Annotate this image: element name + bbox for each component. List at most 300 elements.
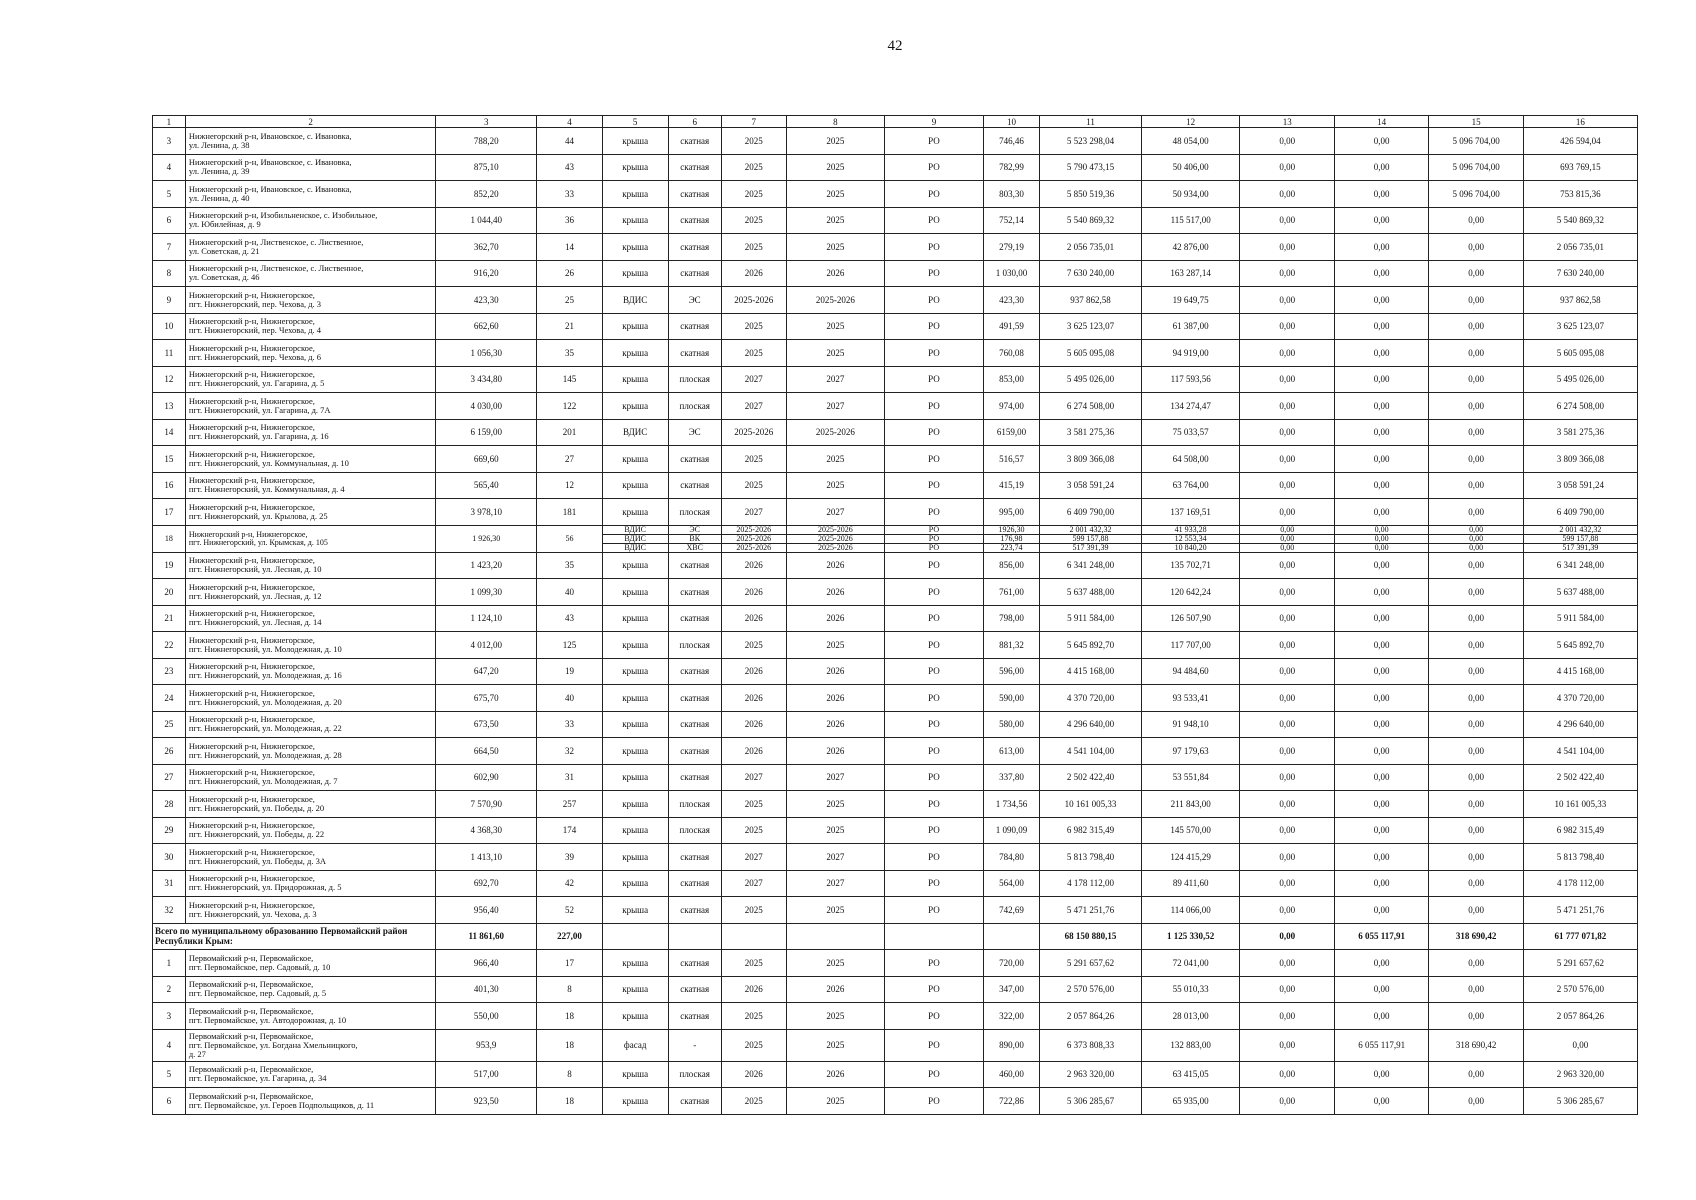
- cell: 6 274 508,00: [1040, 393, 1142, 420]
- cell: 6 409 790,00: [1523, 499, 1637, 526]
- cell: 4 178 112,00: [1040, 870, 1142, 897]
- cell: 2025: [721, 791, 786, 818]
- cell: 784,80: [983, 844, 1039, 871]
- cell: 0,00: [1240, 870, 1334, 897]
- cell: 40: [537, 579, 603, 606]
- cell: 0,00: [1240, 499, 1334, 526]
- column-header: 3: [436, 116, 537, 128]
- cell: скатная: [668, 234, 721, 261]
- cell: 163 287,14: [1141, 260, 1240, 287]
- cell: 2025-2026: [786, 543, 885, 552]
- cell: 2027: [721, 366, 786, 393]
- cell: 2026: [786, 260, 885, 287]
- cell: 2026: [786, 1061, 885, 1088]
- cell: 5 645 892,70: [1523, 632, 1637, 659]
- cell: 0,00: [1334, 446, 1428, 473]
- address-line: Нижнегорский р-н, Лиственское, с. Лиственное,: [188, 263, 364, 274]
- cell: 4 030,00: [436, 393, 537, 420]
- cell: 36: [537, 207, 603, 234]
- cell: РО: [885, 764, 984, 791]
- address-cell: [185, 313, 436, 340]
- column-header: 5: [602, 116, 668, 128]
- cell: 881,32: [983, 632, 1039, 659]
- table-row: [153, 552, 1638, 579]
- cell: скатная: [668, 579, 721, 606]
- cell: скатная: [668, 552, 721, 579]
- cell: РО: [885, 685, 984, 712]
- cell: РО: [885, 658, 984, 685]
- cell: 517,00: [436, 1061, 537, 1088]
- cell: 966,40: [436, 950, 537, 977]
- row-number: 30: [153, 844, 186, 871]
- cell: 4 012,00: [436, 632, 537, 659]
- cell: 3 058 591,24: [1523, 472, 1637, 499]
- cell: 2025: [721, 313, 786, 340]
- cell: 6 409 790,00: [1040, 499, 1142, 526]
- cell: 21: [537, 313, 603, 340]
- cell: 516,57: [983, 446, 1039, 473]
- address-line: Нижнегорский р-н, Нижнегорское,: [188, 395, 315, 406]
- cell: 0,00: [1334, 976, 1428, 1003]
- cell: 0,00: [1240, 897, 1334, 924]
- cell: 853,00: [983, 366, 1039, 393]
- cell: 10 840,20: [1141, 543, 1240, 552]
- cell: крыша: [602, 446, 668, 473]
- cell: 788,20: [436, 128, 537, 155]
- cell: 2025: [721, 632, 786, 659]
- cell: 0,00: [1429, 791, 1523, 818]
- cell: 0,00: [1240, 791, 1334, 818]
- table-row: [153, 499, 1638, 526]
- cell: 0,00: [1240, 472, 1334, 499]
- cell: 0,00: [1334, 534, 1428, 543]
- row-number: 8: [153, 260, 186, 287]
- address-cell: [185, 472, 436, 499]
- cell: 2026: [721, 738, 786, 765]
- row-number: 1: [153, 950, 186, 977]
- cell: 64 508,00: [1141, 446, 1240, 473]
- cell: 2025-2026: [786, 525, 885, 534]
- address-cell: [185, 632, 436, 659]
- cell: 2025: [721, 128, 786, 155]
- cell: 517 391,39: [1040, 543, 1142, 552]
- cell: 122: [537, 393, 603, 420]
- cell: 0,00: [1240, 128, 1334, 155]
- address-cell: [185, 234, 436, 261]
- cell: 125: [537, 632, 603, 659]
- cell: 5 605 095,08: [1040, 340, 1142, 367]
- cell: скатная: [668, 870, 721, 897]
- cell: РО: [885, 605, 984, 632]
- cell: плоская: [668, 499, 721, 526]
- cell: 5 306 285,67: [1523, 1088, 1637, 1115]
- cell: РО: [885, 393, 984, 420]
- address-cell: [185, 181, 436, 208]
- address-line: Нижнегорский р-н, Нижнегорское,: [188, 581, 315, 592]
- cell: скатная: [668, 738, 721, 765]
- cell: 0,00: [1240, 1061, 1334, 1088]
- cell: РО: [885, 976, 984, 1003]
- cell: 0,00: [1334, 950, 1428, 977]
- cell: 2025-2026: [786, 534, 885, 543]
- cell: 2026: [721, 1061, 786, 1088]
- address-line: Нижнегорский р-н, Ивановское, с. Ивановка,: [188, 130, 352, 141]
- cell: крыша: [602, 552, 668, 579]
- address-line: Нижнегорский р-н, Ивановское, с. Ивановка,: [188, 183, 352, 194]
- row-number: 5: [153, 181, 186, 208]
- address-cell: [185, 552, 436, 579]
- cell: РО: [885, 446, 984, 473]
- cell: 0,00: [1429, 543, 1523, 552]
- table-row: [153, 976, 1638, 1003]
- cell: 5 471 251,76: [1040, 897, 1142, 924]
- cell: 2025: [721, 340, 786, 367]
- cell: фасад: [602, 1029, 668, 1061]
- address-line: Нижнегорский р-н, Нижнегорское,: [188, 369, 315, 380]
- table-row: [153, 207, 1638, 234]
- total-label: Всего по муниципальному образованию Первомайский район Республики Крым:: [153, 923, 436, 950]
- cell: 0,00: [1334, 313, 1428, 340]
- table-row: [153, 579, 1638, 606]
- cell: 2026: [786, 711, 885, 738]
- cell: 0,00: [1334, 685, 1428, 712]
- cell: 0,00: [1240, 287, 1334, 314]
- cell: 974,00: [983, 393, 1039, 420]
- row-number: 14: [153, 419, 186, 446]
- cell: 761,00: [983, 579, 1039, 606]
- cell: 41 933,28: [1141, 525, 1240, 534]
- cell: крыша: [602, 764, 668, 791]
- cell: 25: [537, 287, 603, 314]
- row-number: 7: [153, 234, 186, 261]
- cell: 0,00: [1240, 844, 1334, 871]
- cell: 4 541 104,00: [1523, 738, 1637, 765]
- cell: 0,00: [1429, 419, 1523, 446]
- cell: 132 883,00: [1141, 1029, 1240, 1061]
- cell: 50 934,00: [1141, 181, 1240, 208]
- cell: 0,00: [1429, 525, 1523, 534]
- cell: [668, 923, 721, 950]
- cell: 923,50: [436, 1088, 537, 1115]
- cell: 6 373 808,33: [1040, 1029, 1142, 1061]
- cell: 5 911 584,00: [1523, 605, 1637, 632]
- cell: 4 296 640,00: [1523, 711, 1637, 738]
- address-cell: [185, 658, 436, 685]
- row-number: 18: [153, 525, 186, 552]
- cell: 174: [537, 817, 603, 844]
- address-line: Первомайский р-н, Первомайское,: [188, 1064, 314, 1075]
- cell: 2027: [786, 870, 885, 897]
- cell: 4 178 112,00: [1523, 870, 1637, 897]
- address-line: пгт. Нижнегорский, ул. Лесная, д. 12: [188, 590, 322, 601]
- table-row: [153, 738, 1638, 765]
- cell: 1926,30: [983, 525, 1039, 534]
- cell: [721, 923, 786, 950]
- cell: 5 813 798,40: [1040, 844, 1142, 871]
- cell: 10 161 005,33: [1523, 791, 1637, 818]
- cell: 0,00: [1429, 764, 1523, 791]
- cell: 2 056 735,01: [1040, 234, 1142, 261]
- cell: 937 862,58: [1040, 287, 1142, 314]
- address-cell: [185, 128, 436, 155]
- cell: 2 963 320,00: [1040, 1061, 1142, 1088]
- cell: 2025: [786, 234, 885, 261]
- cell: 460,00: [983, 1061, 1039, 1088]
- cell: 0,00: [1334, 419, 1428, 446]
- cell: 8: [537, 1061, 603, 1088]
- cell: 0,00: [1429, 552, 1523, 579]
- cell: 2026: [721, 685, 786, 712]
- cell: 798,00: [983, 605, 1039, 632]
- cell: РО: [885, 154, 984, 181]
- cell: 35: [537, 340, 603, 367]
- cell: 7 630 240,00: [1523, 260, 1637, 287]
- cell: 1 056,30: [436, 340, 537, 367]
- cell: 318 690,42: [1429, 1029, 1523, 1061]
- table-row: [153, 1029, 1638, 1061]
- cell: 137 169,51: [1141, 499, 1240, 526]
- cell: 0,00: [1240, 711, 1334, 738]
- address-line: Нижнегорский р-н, Нижнегорское,: [188, 608, 315, 619]
- address-line: пгт. Нижнегорский, ул. Гагарина, д. 7А: [188, 404, 331, 415]
- cell: 114 066,00: [1141, 897, 1240, 924]
- cell: скатная: [668, 181, 721, 208]
- row-number: 22: [153, 632, 186, 659]
- cell: 0,00: [1429, 711, 1523, 738]
- cell: скатная: [668, 313, 721, 340]
- cell: 2027: [786, 366, 885, 393]
- cell: 65 935,00: [1141, 1088, 1240, 1115]
- cell: 5 096 704,00: [1429, 154, 1523, 181]
- cell: 0,00: [1523, 1029, 1637, 1061]
- cell: 647,20: [436, 658, 537, 685]
- row-number: 4: [153, 154, 186, 181]
- cell: 401,30: [436, 976, 537, 1003]
- cell: 0,00: [1429, 234, 1523, 261]
- address-line: пгт. Первомайское, пер. Садовый, д. 10: [188, 961, 331, 972]
- cell: 2027: [721, 870, 786, 897]
- cell: 0,00: [1240, 552, 1334, 579]
- cell: 916,20: [436, 260, 537, 287]
- cell: 5 471 251,76: [1523, 897, 1637, 924]
- cell: РО: [885, 711, 984, 738]
- column-header: 15: [1429, 116, 1523, 128]
- cell: 0,00: [1429, 534, 1523, 543]
- address-line: Первомайский р-н, Первомайское,: [188, 1030, 314, 1041]
- cell: 2025: [721, 446, 786, 473]
- cell: скатная: [668, 1088, 721, 1115]
- cell: 2025: [786, 1029, 885, 1061]
- cell: 664,50: [436, 738, 537, 765]
- page-number: 42: [887, 38, 903, 54]
- cell: 7 570,90: [436, 791, 537, 818]
- cell: скатная: [668, 207, 721, 234]
- row-number: 15: [153, 446, 186, 473]
- cell: скатная: [668, 1003, 721, 1030]
- cell: 0,00: [1334, 870, 1428, 897]
- cell: 2 570 576,00: [1523, 976, 1637, 1003]
- cell: 0,00: [1240, 658, 1334, 685]
- cell: 6 341 248,00: [1040, 552, 1142, 579]
- cell: 2025: [721, 1088, 786, 1115]
- cell: 1 124,10: [436, 605, 537, 632]
- cell: 720,00: [983, 950, 1039, 977]
- cell: 1 090,09: [983, 817, 1039, 844]
- cell: 5 645 892,70: [1040, 632, 1142, 659]
- cell: 5 850 519,36: [1040, 181, 1142, 208]
- cell: ВДИС: [602, 534, 668, 543]
- cell: скатная: [668, 340, 721, 367]
- cell: 852,20: [436, 181, 537, 208]
- row-number: 9: [153, 287, 186, 314]
- cell: 1 734,56: [983, 791, 1039, 818]
- cell: скатная: [668, 844, 721, 871]
- cell: 415,19: [983, 472, 1039, 499]
- address-cell: [185, 579, 436, 606]
- row-number: 6: [153, 1088, 186, 1115]
- cell: 0,00: [1240, 976, 1334, 1003]
- cell: крыша: [602, 711, 668, 738]
- cell: 4 370 720,00: [1040, 685, 1142, 712]
- cell: 550,00: [436, 1003, 537, 1030]
- row-number: 25: [153, 711, 186, 738]
- cell: РО: [885, 1003, 984, 1030]
- address-line: Нижнегорский р-н, Нижнегорское,: [188, 475, 315, 486]
- cell: скатная: [668, 764, 721, 791]
- cell: 257: [537, 791, 603, 818]
- cell: 5 096 704,00: [1429, 128, 1523, 155]
- cell: РО: [885, 1061, 984, 1088]
- table-row: [153, 844, 1638, 871]
- cell: крыша: [602, 685, 668, 712]
- cell: 53 551,84: [1141, 764, 1240, 791]
- cell: 5 790 473,15: [1040, 154, 1142, 181]
- address-line: Нижнегорский р-н, Нижнегорское,: [188, 767, 315, 778]
- cell: 2025: [786, 472, 885, 499]
- cell: 0,00: [1334, 128, 1428, 155]
- address-cell: [185, 764, 436, 791]
- cell: РО: [885, 738, 984, 765]
- cell: 2 001 432,32: [1523, 525, 1637, 534]
- cell: 746,46: [983, 128, 1039, 155]
- cell: 0,00: [1429, 738, 1523, 765]
- address-line: Нижнегорский р-н, Нижнегорское,: [188, 714, 315, 725]
- cell: 565,40: [436, 472, 537, 499]
- address-line: пгт. Первомайское, пер. Садовый, д. 5: [188, 988, 327, 999]
- address-cell: [185, 207, 436, 234]
- row-number: 16: [153, 472, 186, 499]
- cell: 2025: [786, 154, 885, 181]
- cell: 18: [537, 1088, 603, 1115]
- cell: РО: [885, 950, 984, 977]
- cell: 0,00: [1240, 543, 1334, 552]
- cell: 44: [537, 128, 603, 155]
- cell: 2025: [786, 128, 885, 155]
- cell: 2026: [721, 260, 786, 287]
- column-header: 14: [1334, 116, 1428, 128]
- address-cell: [185, 817, 436, 844]
- row-number: 4: [153, 1029, 186, 1061]
- cell: 2026: [786, 658, 885, 685]
- cell: 0,00: [1334, 552, 1428, 579]
- cell: 33: [537, 711, 603, 738]
- cell: 0,00: [1240, 366, 1334, 393]
- cell: 2026: [786, 605, 885, 632]
- cell: 97 179,63: [1141, 738, 1240, 765]
- cell: 50 406,00: [1141, 154, 1240, 181]
- address-line: ул. Ленина, д. 39: [188, 166, 250, 177]
- cell: 2027: [721, 499, 786, 526]
- cell: 145: [537, 366, 603, 393]
- cell: 0,00: [1240, 340, 1334, 367]
- cell: 596,00: [983, 658, 1039, 685]
- cell: 2 963 320,00: [1523, 1061, 1637, 1088]
- cell: 145 570,00: [1141, 817, 1240, 844]
- address-line: Нижнегорский р-н, Нижнегорское,: [188, 448, 315, 459]
- address-cell: [185, 393, 436, 420]
- cell: 0,00: [1429, 870, 1523, 897]
- cell: 322,00: [983, 1003, 1039, 1030]
- cell: крыша: [602, 340, 668, 367]
- address-cell: [185, 1061, 436, 1088]
- cell: скатная: [668, 658, 721, 685]
- cell: 279,19: [983, 234, 1039, 261]
- address-cell: [185, 499, 436, 526]
- address-line: Нижнегорский р-н, Нижнегорское,: [188, 687, 315, 698]
- cell: 0,00: [1240, 154, 1334, 181]
- row-number: 12: [153, 366, 186, 393]
- cell: 39: [537, 844, 603, 871]
- address-line: пгт. Нижнегорский, ул. Лесная, д. 14: [188, 617, 322, 628]
- cell: ХВС: [668, 543, 721, 552]
- table-row: [153, 154, 1638, 181]
- cell: крыша: [602, 897, 668, 924]
- address-line: пгт. Нижнегорский, ул. Крылова, д. 25: [188, 510, 328, 521]
- cell: 5 540 869,32: [1040, 207, 1142, 234]
- cell: 0,00: [1240, 534, 1334, 543]
- table-row: [153, 658, 1638, 685]
- cell: крыша: [602, 791, 668, 818]
- address-cell: [185, 605, 436, 632]
- cell: 68 150 880,15: [1040, 923, 1142, 950]
- address-line: пгт. Нижнегорский, ул. Победы, д. 3А: [188, 855, 327, 866]
- address-cell: [185, 976, 436, 1003]
- cell: 0,00: [1240, 817, 1334, 844]
- row-number: 10: [153, 313, 186, 340]
- cell: 2027: [786, 844, 885, 871]
- cell: 18: [537, 1029, 603, 1061]
- cell: 3 625 123,07: [1040, 313, 1142, 340]
- column-header: 11: [1040, 116, 1142, 128]
- cell: 6 982 315,49: [1523, 817, 1637, 844]
- cell: 5 096 704,00: [1429, 181, 1523, 208]
- cell: 580,00: [983, 711, 1039, 738]
- cell: РО: [885, 234, 984, 261]
- cell: 42 876,00: [1141, 234, 1240, 261]
- cell: 227,00: [537, 923, 603, 950]
- cell: 26: [537, 260, 603, 287]
- address-cell: [185, 260, 436, 287]
- address-line: пгт. Нижнегорский, ул. Коммунальная, д. 4: [188, 484, 345, 495]
- column-header: 13: [1240, 116, 1334, 128]
- cell: 56: [537, 525, 603, 552]
- cell: 0,00: [1429, 632, 1523, 659]
- cell: РО: [885, 260, 984, 287]
- cell: крыша: [602, 658, 668, 685]
- cell: 6 274 508,00: [1523, 393, 1637, 420]
- address-cell: [185, 1003, 436, 1030]
- cell: 0,00: [1429, 817, 1523, 844]
